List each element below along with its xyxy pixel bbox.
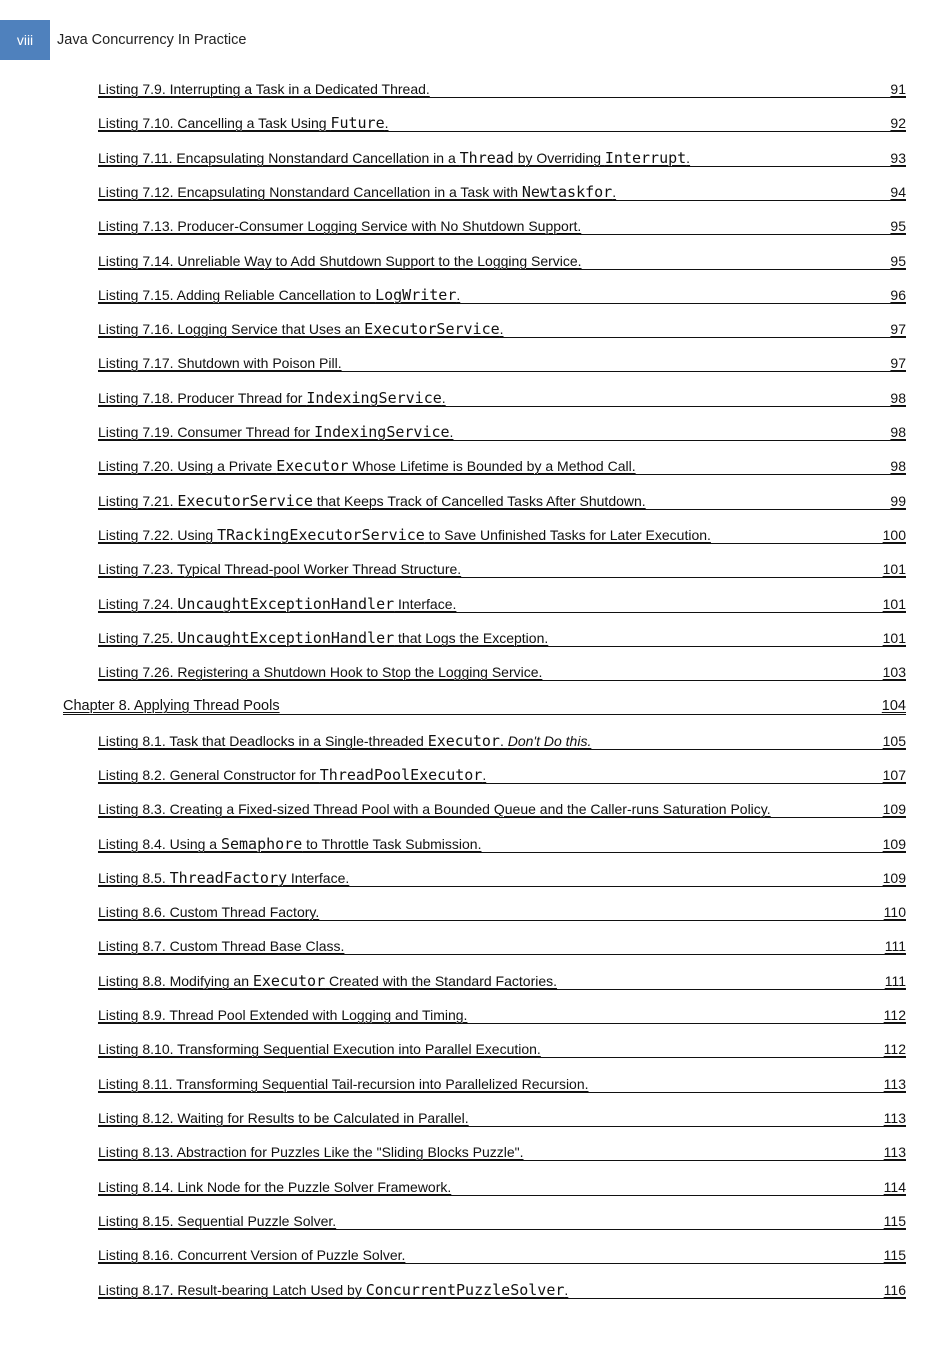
toc-entry-title[interactable] bbox=[98, 321, 504, 338]
title-text: Listing 8.5. bbox=[98, 870, 170, 886]
title-text: Listing 7.11. Encapsulating Nonstandard Cancellation in a bbox=[98, 150, 460, 166]
toc-listing-entry[interactable] bbox=[98, 1041, 906, 1058]
toc-page-number[interactable]: 111 bbox=[884, 938, 906, 954]
toc-listing-entry[interactable] bbox=[98, 664, 906, 681]
title-text: . bbox=[482, 767, 487, 783]
toc-entry-title[interactable] bbox=[98, 767, 486, 784]
title-text: to Save Unfinished Tasks for Later Execution. bbox=[424, 527, 711, 543]
toc-entry-title[interactable] bbox=[98, 81, 430, 98]
title-text: by Overriding bbox=[513, 150, 605, 166]
toc-page-number[interactable]: 96 bbox=[890, 287, 906, 303]
toc-listing-entry[interactable] bbox=[98, 1007, 906, 1024]
toc-listing-entry[interactable] bbox=[98, 938, 906, 955]
title-text: Interface. bbox=[287, 870, 350, 886]
title-text: Listing 7.26. Registering a Shutdown Hook to Stop the Logging Service. bbox=[98, 664, 543, 680]
toc-chapter-entry[interactable] bbox=[63, 698, 906, 715]
title-text: Listing 7.19. Consumer Thread for bbox=[98, 424, 315, 440]
toc-entry-title[interactable] bbox=[98, 1282, 568, 1299]
toc-listing-entry[interactable] bbox=[98, 767, 906, 784]
toc-listing-entry[interactable] bbox=[98, 287, 906, 304]
toc-page-number[interactable]: 105 bbox=[882, 733, 906, 749]
toc-page-number[interactable]: 104 bbox=[881, 698, 906, 714]
toc-listing-entry[interactable] bbox=[98, 1110, 906, 1127]
title-text: . bbox=[499, 733, 508, 749]
toc-listing-entry[interactable] bbox=[98, 321, 906, 338]
title-text: Listing 8.1. Task that Deadlocks in a Single-threaded bbox=[98, 733, 428, 749]
title-text: Listing 8.2. General Constructor for bbox=[98, 767, 320, 783]
toc-entry-title[interactable] bbox=[98, 904, 319, 921]
toc-listing-entry[interactable] bbox=[98, 1247, 906, 1264]
toc-page-number[interactable]: 114 bbox=[883, 1179, 906, 1195]
toc-page-number[interactable]: 111 bbox=[884, 973, 906, 989]
title-text: that Keeps Track of Cancelled Tasks After Shutdown. bbox=[312, 493, 646, 509]
toc-entry-title[interactable] bbox=[98, 253, 582, 270]
toc-page-number[interactable]: 98 bbox=[890, 458, 906, 474]
code-identifier: UncaughtExceptionHandler bbox=[177, 629, 395, 647]
title-text: Listing 8.7. Custom Thread Base Class. bbox=[98, 938, 345, 954]
title-text: Listing 7.22. Using bbox=[98, 527, 218, 543]
code-identifier: ExecutorService bbox=[177, 492, 313, 510]
title-text: Listing 8.8. Modifying an bbox=[98, 973, 253, 989]
title-text: Listing 7.17. Shutdown with Poison Pill. bbox=[98, 355, 342, 371]
toc-entry-title[interactable] bbox=[98, 458, 636, 475]
toc-listing-entry[interactable] bbox=[98, 836, 906, 853]
toc-listing-entry[interactable] bbox=[98, 561, 906, 578]
code-identifier: Semaphore bbox=[220, 835, 303, 853]
code-identifier: ConcurrentPuzzleSolver bbox=[365, 1281, 565, 1299]
title-text: Listing 8.14. Link Node for the Puzzle Solver Framework. bbox=[98, 1179, 452, 1195]
code-identifier: Executor bbox=[276, 457, 349, 475]
code-identifier: LogWriter bbox=[375, 286, 457, 304]
title-text: . bbox=[564, 1282, 569, 1298]
code-identifier: IndexingService bbox=[306, 389, 442, 407]
toc-entry-title[interactable] bbox=[98, 355, 342, 372]
toc-listing-entry[interactable] bbox=[98, 1076, 906, 1093]
page-header bbox=[0, 20, 952, 60]
toc-entry-title[interactable] bbox=[98, 184, 616, 201]
toc-listing-entry[interactable] bbox=[98, 596, 906, 613]
page-number-badge: viii bbox=[0, 20, 50, 60]
toc-entry-title[interactable] bbox=[98, 1213, 336, 1230]
toc-page-number[interactable]: 91 bbox=[890, 81, 906, 97]
toc-page-number[interactable]: 101 bbox=[882, 630, 906, 646]
toc-listing-entry[interactable] bbox=[98, 150, 906, 167]
toc-page-number[interactable]: 97 bbox=[890, 355, 906, 371]
toc-listing-entry[interactable] bbox=[98, 115, 906, 132]
title-text: Listing 8.10. Transforming Sequential Execution into Parallel Execution. bbox=[98, 1041, 541, 1057]
toc-page-number[interactable]: 101 bbox=[882, 561, 906, 577]
toc-entry-title[interactable] bbox=[98, 1247, 405, 1264]
title-text: Listing 7.14. Unreliable Way to Add Shutdown Support to the Logging Service. bbox=[98, 253, 582, 269]
title-text: Listing 7.12. Encapsulating Nonstandard Cancellation in a Task with bbox=[98, 184, 522, 200]
toc-entry-title[interactable] bbox=[98, 561, 461, 578]
title-text: . bbox=[449, 424, 454, 440]
emphasis-text: Don't Do this. bbox=[507, 733, 592, 749]
toc-page-number[interactable]: 113 bbox=[883, 1110, 906, 1126]
toc-page-number[interactable]: 110 bbox=[883, 904, 906, 920]
toc-listing-entry[interactable] bbox=[98, 904, 906, 921]
toc-page-number[interactable]: 113 bbox=[883, 1144, 906, 1160]
toc-entry-title[interactable] bbox=[98, 115, 389, 132]
toc-listing-entry[interactable] bbox=[98, 973, 906, 990]
title-text: Chapter 8. Applying Thread Pools bbox=[63, 698, 280, 714]
toc-listing-entry[interactable] bbox=[98, 801, 906, 818]
toc-page-number[interactable]: 95 bbox=[890, 253, 906, 269]
book-title: Java Concurrency In Practice bbox=[57, 32, 247, 48]
toc-entry-title[interactable] bbox=[98, 150, 690, 167]
title-text: Listing 8.11. Transforming Sequential Tail-recursion into Parallelized Recursion. bbox=[98, 1076, 589, 1092]
toc-page-number[interactable]: 112 bbox=[883, 1041, 906, 1057]
title-text: . bbox=[612, 184, 617, 200]
toc-listing-entry[interactable] bbox=[98, 493, 906, 510]
toc-listing-entry[interactable] bbox=[98, 424, 906, 441]
toc-entry-title[interactable] bbox=[98, 596, 456, 613]
toc-entry-title[interactable] bbox=[98, 1144, 524, 1161]
toc-listing-entry[interactable] bbox=[98, 253, 906, 270]
toc-page-number[interactable]: 95 bbox=[890, 218, 906, 234]
toc-entry-title[interactable] bbox=[98, 664, 542, 681]
toc-page-number[interactable]: 115 bbox=[883, 1247, 906, 1263]
title-text: Listing 8.9. Thread Pool Extended with Logging and Timing. bbox=[98, 1007, 468, 1023]
title-text: Listing 8.17. Result-bearing Latch Used by bbox=[98, 1282, 366, 1298]
toc-entry-title[interactable] bbox=[98, 938, 344, 955]
toc-page-number[interactable]: 92 bbox=[890, 115, 906, 131]
toc-listing-entry[interactable] bbox=[98, 218, 906, 235]
toc-page-number[interactable]: 109 bbox=[882, 801, 906, 817]
title-text: Listing 7.25. bbox=[98, 630, 178, 646]
toc-listing-entry[interactable] bbox=[98, 458, 906, 475]
toc-entry-title[interactable] bbox=[98, 1179, 451, 1196]
title-text: Listing 7.10. Cancelling a Task Using bbox=[98, 115, 331, 131]
toc-page-number[interactable]: 113 bbox=[883, 1076, 906, 1092]
title-text: Listing 7.24. bbox=[98, 596, 178, 612]
toc-listing-entry[interactable] bbox=[98, 390, 906, 407]
title-text: . bbox=[456, 287, 461, 303]
toc-listing-entry[interactable] bbox=[98, 630, 906, 647]
toc-page-number[interactable]: 98 bbox=[890, 424, 906, 440]
toc-page-number[interactable]: 109 bbox=[882, 836, 906, 852]
toc-listing-entry[interactable] bbox=[98, 1179, 906, 1196]
title-text: to Throttle Task Submission. bbox=[302, 836, 482, 852]
toc-entry-title[interactable] bbox=[98, 836, 481, 853]
title-text: Listing 7.18. Producer Thread for bbox=[98, 390, 307, 406]
code-identifier: UncaughtExceptionHandler bbox=[177, 595, 395, 613]
toc-entry-title[interactable] bbox=[63, 698, 280, 715]
toc-entry-title[interactable] bbox=[98, 1041, 541, 1058]
toc-page-number[interactable]: 94 bbox=[890, 184, 906, 200]
toc-page-number[interactable]: 112 bbox=[883, 1007, 906, 1023]
toc-listing-entry[interactable] bbox=[98, 184, 906, 201]
code-identifier: Executor bbox=[427, 732, 500, 750]
toc-page-number[interactable]: 93 bbox=[890, 150, 906, 166]
toc-entry-title[interactable] bbox=[98, 527, 711, 544]
code-identifier: Thread bbox=[459, 149, 514, 167]
toc-page-number[interactable]: 101 bbox=[882, 596, 906, 612]
title-text: Listing 8.6. Custom Thread Factory. bbox=[98, 904, 320, 920]
toc-entry-title[interactable] bbox=[98, 1076, 589, 1093]
title-text: Listing 8.12. Waiting for Results to be Calculated in Parallel. bbox=[98, 1110, 469, 1126]
toc-entry-title[interactable] bbox=[98, 801, 771, 818]
code-identifier: Executor bbox=[252, 972, 326, 990]
toc-page-number[interactable]: 99 bbox=[890, 493, 906, 509]
title-text: Listing 7.16. Logging Service that Uses an bbox=[98, 321, 365, 337]
title-text: . bbox=[441, 390, 446, 406]
toc-listing-entry[interactable] bbox=[98, 1282, 906, 1299]
toc-page-number[interactable]: 107 bbox=[882, 767, 906, 783]
toc-entry-title[interactable] bbox=[98, 390, 446, 407]
toc-listing-entry[interactable] bbox=[98, 1213, 906, 1230]
toc-entry-title[interactable] bbox=[98, 870, 349, 887]
toc-listing-entry[interactable] bbox=[98, 355, 906, 372]
code-identifier: IndexingService bbox=[314, 423, 450, 441]
toc-page-number[interactable]: 116 bbox=[883, 1282, 906, 1298]
title-text: Listing 8.15. Sequential Puzzle Solver. bbox=[98, 1213, 337, 1229]
title-text: Listing 7.9. Interrupting a Task in a Dedicated Thread. bbox=[98, 81, 430, 97]
title-text: Listing 7.23. Typical Thread-pool Worker Thread Structure. bbox=[98, 561, 462, 577]
code-identifier: ThreadFactory bbox=[169, 869, 288, 887]
title-text: that Logs the Exception. bbox=[394, 630, 549, 646]
toc-listing-entry[interactable] bbox=[98, 527, 906, 544]
toc-page-number[interactable]: 115 bbox=[883, 1213, 906, 1229]
code-identifier: Interrupt bbox=[604, 149, 687, 167]
title-text: Listing 8.3. Creating a Fixed-sized Thread Pool with a Bounded Queue and the Caller-runs Saturation Policy. bbox=[98, 801, 771, 817]
title-text: Created with the Standard Factories. bbox=[325, 973, 558, 989]
toc-page-number[interactable]: 103 bbox=[882, 664, 906, 680]
toc-entry-title[interactable] bbox=[98, 218, 581, 235]
title-text: Whose Lifetime is Bounded by a Method Call. bbox=[348, 458, 636, 474]
toc-entry-title[interactable] bbox=[98, 630, 548, 647]
toc-listing-entry[interactable] bbox=[98, 733, 906, 750]
toc-entry-title[interactable] bbox=[98, 493, 646, 510]
title-text: . bbox=[499, 321, 504, 337]
title-text: Listing 8.16. Concurrent Version of Puzzle Solver. bbox=[98, 1247, 406, 1263]
toc-entry-title[interactable] bbox=[98, 287, 460, 304]
code-identifier: Newtaskfor bbox=[521, 183, 613, 201]
toc-listing-entry[interactable] bbox=[98, 1144, 906, 1161]
title-text: Listing 7.20. Using a Private bbox=[98, 458, 277, 474]
toc-entry-title[interactable] bbox=[98, 424, 453, 441]
code-identifier: ThreadPoolExecutor bbox=[319, 766, 483, 784]
toc-listing-entry[interactable] bbox=[98, 870, 906, 887]
code-identifier: Future bbox=[330, 114, 385, 132]
title-text: Listing 7.21. bbox=[98, 493, 178, 509]
toc-entry-title[interactable] bbox=[98, 1110, 469, 1127]
toc-listing-entry[interactable] bbox=[98, 81, 906, 98]
title-text: . bbox=[384, 115, 389, 131]
title-text: Interface. bbox=[394, 596, 457, 612]
title-text: Listing 8.13. Abstraction for Puzzles Like the "Sliding Blocks Puzzle". bbox=[98, 1144, 524, 1160]
code-identifier: TRackingExecutorService bbox=[217, 526, 425, 544]
toc-entry-title[interactable] bbox=[98, 1007, 467, 1024]
toc-page-number[interactable]: 109 bbox=[882, 870, 906, 886]
toc-page-number[interactable]: 98 bbox=[890, 390, 906, 406]
title-text: Listing 7.13. Producer-Consumer Logging Service with No Shutdown Support. bbox=[98, 218, 582, 234]
toc-page-number[interactable]: 100 bbox=[882, 527, 906, 543]
code-identifier: ExecutorService bbox=[364, 320, 500, 338]
toc-page-number[interactable]: 97 bbox=[890, 321, 906, 337]
title-text: Listing 8.4. Using a bbox=[98, 836, 221, 852]
toc-entry-title[interactable] bbox=[98, 973, 557, 990]
title-text: . bbox=[686, 150, 691, 166]
toc-entry-title[interactable] bbox=[98, 733, 591, 750]
title-text: Listing 7.15. Adding Reliable Cancellation to bbox=[98, 287, 376, 303]
